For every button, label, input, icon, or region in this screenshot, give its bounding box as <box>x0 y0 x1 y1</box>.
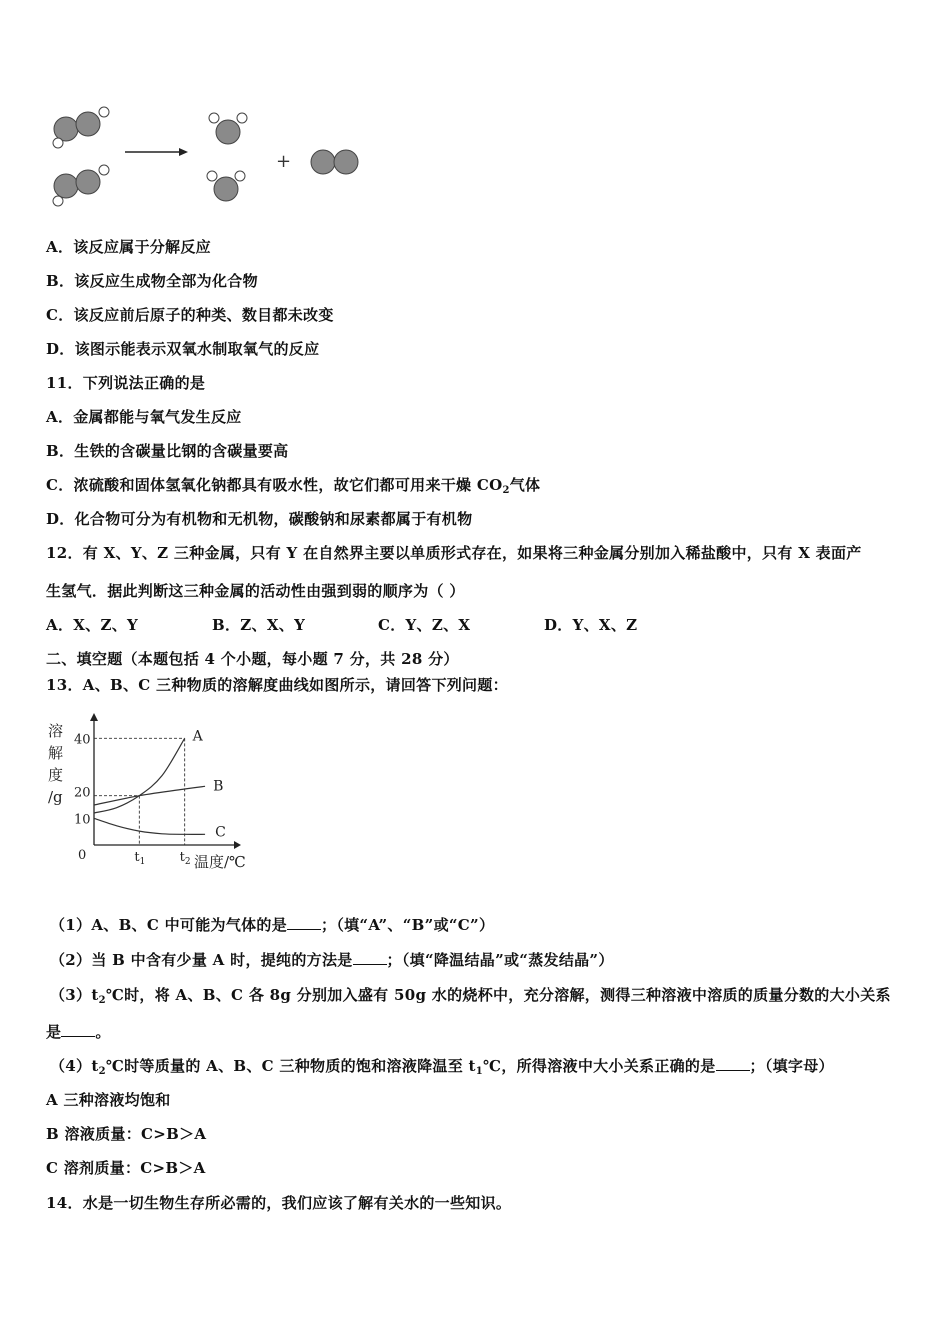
q11-option-a: A．金属都能与氧气发生反应 <box>46 408 242 426</box>
q13-choice-c: C 溶剂质量：C>B＞A <box>46 1159 206 1177</box>
q13-sub4: $(4)t_2℃$时等质量的 A、B、C 三种物质的饱和溶液降温至 $t_1℃$，所得溶液中大小关系正确的是 ；（填字母） <box>50 1057 834 1077</box>
x-axis-label: 温度/℃ <box>194 853 246 871</box>
solubility-chart <box>44 708 264 878</box>
y-tick-label: 10 <box>74 812 91 828</box>
q12-stem-line2: 生氢气．据此判断这三种金属的活动性由强到弱的顺序为（ ） <box>46 582 465 600</box>
x-tick-label: $t_2$ <box>179 850 191 867</box>
q13-sub4-blank[interactable] <box>716 1056 750 1071</box>
series-label-c: C <box>215 824 226 841</box>
q13-sub3-line2: 是 。 <box>46 1023 111 1041</box>
q14-stem: 14．水是一切生物生存所必需的，我们应该了解有关水的一些知识。 <box>46 1194 512 1212</box>
reaction-diagram <box>48 100 378 215</box>
product-water-molecule-2 <box>207 171 245 201</box>
product-water-molecule-1 <box>209 113 247 144</box>
y-axis-arrow <box>90 713 98 721</box>
q10-option-d: D．该图示能表示双氧水制取氧气的反应 <box>46 340 320 358</box>
q13-stem: 13．A、B、C 三种物质的溶解度曲线如图所示，请回答下列问题： <box>46 676 508 694</box>
q12-options <box>46 614 637 635</box>
y-tick-label: 40 <box>74 732 91 748</box>
q13-sub2-blank[interactable] <box>353 950 387 965</box>
y-axis-label-char: 解 <box>48 744 64 762</box>
plus-sign: + <box>276 151 292 172</box>
q10-option-c: C．该反应前后原子的种类、数目都未改变 <box>46 306 334 324</box>
q11-option-b: B．生铁的含碳量比钢的含碳量要高 <box>46 442 289 460</box>
series-label-b: B <box>213 778 224 795</box>
q13-sub2: （2）当 B 中含有少量 A 时，提纯的方法是 ；（填“降温结晶”或“蒸发结晶”） <box>50 951 614 969</box>
section-2-title: 二、填空题（本题包括 4 个小题，每小题 7 分，共 28 分） <box>46 650 459 668</box>
y-tick-label: 20 <box>74 785 91 801</box>
y-axis-label-char: /g <box>48 788 63 806</box>
reaction-arrow <box>125 148 188 156</box>
y-axis-label-char: 溶 <box>48 722 64 740</box>
q10-option-a: A．该反应属于分解反应 <box>46 238 211 256</box>
series-curve-c <box>94 818 205 834</box>
x-axis-arrow <box>234 841 241 849</box>
x-tick-label: $t_1$ <box>134 850 146 867</box>
q11-stem: 11．下列说法正确的是 <box>46 374 206 392</box>
q12-stem-line1: 12．有 X、Y、Z 三种金属，只有 Y 在自然界主要以单质形式存在，如果将三种金属分别加入稀盐酸中，只有 X 表面产 <box>46 544 862 562</box>
q13-choice-b: B 溶液质量：C>B＞A <box>46 1125 207 1143</box>
q10-option-b: B．该反应生成物全部为化合物 <box>46 272 258 290</box>
y-axis-label-char: 度 <box>48 766 64 784</box>
q13-choice-a: A 三种溶液均饱和 <box>46 1091 171 1109</box>
origin-label: 0 <box>78 848 87 863</box>
reactant-molecule-1 <box>53 107 109 148</box>
q13-sub1: （1）A、B、C 中可能为气体的是 ；（填“A”、“B”或“C”） <box>50 916 495 934</box>
q12-option-b: B．Z、X、Y <box>212 616 306 634</box>
q13-sub3-blank[interactable] <box>61 1022 95 1037</box>
series-label-a: A <box>192 728 203 745</box>
q12-option-c: C．Y、Z、X <box>378 616 471 634</box>
q12-option-d: D．Y、X、Z <box>544 616 638 634</box>
reactant-molecule-2 <box>53 165 109 206</box>
q11-option-d: D．化合物可分为有机物和无机物，碳酸钠和尿素都属于有机物 <box>46 510 473 528</box>
q11-option-c: C．浓硫酸和固体氢氧化钠都具有吸水性，故它们都可用来干燥 $CO_2$气体 <box>46 476 541 496</box>
q13-sub3-line1: $(3)t_2℃$时，将 A、B、C 各 8g 分别加入盛有 50g 水的烧杯中，充分溶解，测得三种溶液中溶质的质量分数的大小关系 <box>50 986 891 1006</box>
product-oxygen-molecule <box>311 150 358 174</box>
q12-option-a: A．X、Z、Y <box>46 616 139 634</box>
q13-sub1-blank[interactable] <box>287 915 321 930</box>
